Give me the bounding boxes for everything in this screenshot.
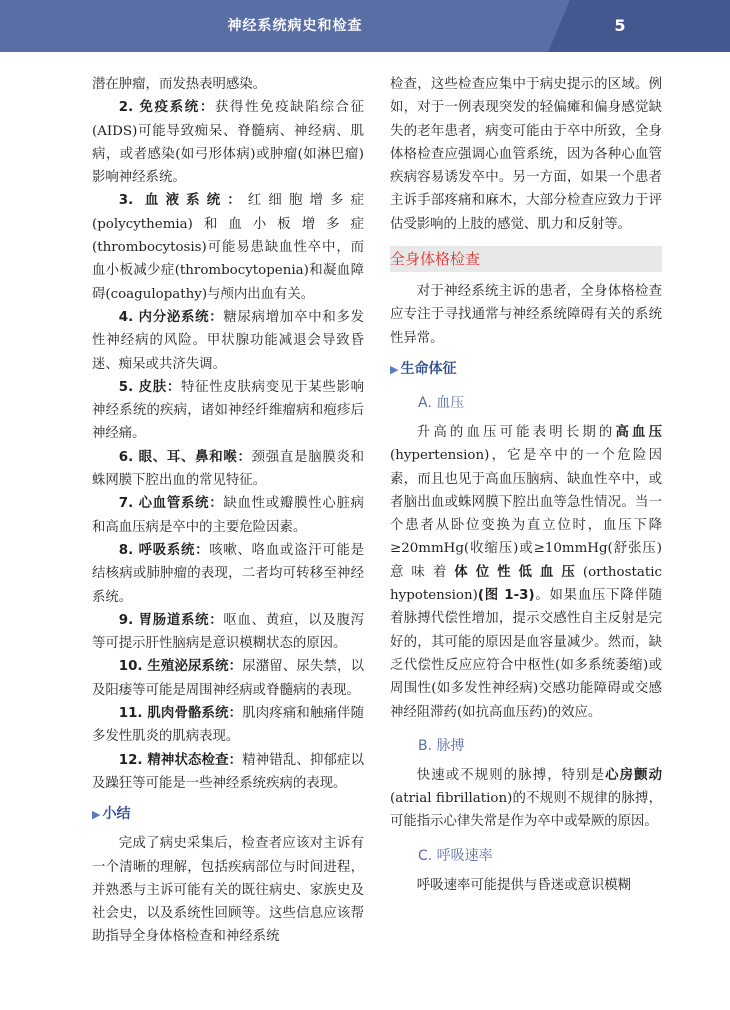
term-atrial-fibrillation: 心房颤动 xyxy=(605,767,663,783)
system-label: 8. 呼吸系统： xyxy=(118,542,210,558)
summary-heading xyxy=(92,803,364,826)
section-heading: 全身体格检查 xyxy=(390,246,662,272)
text-run: (orthostatic hypotension) xyxy=(390,564,662,604)
pulse-paragraph xyxy=(390,764,662,834)
blood-pressure-paragraph xyxy=(390,421,662,724)
system-text: 颈强直是脑膜炎和蛛网膜下腔出血的常见特征。 xyxy=(92,449,364,489)
system-review-item xyxy=(92,306,364,376)
section-intro: 对于神经系统主诉的患者，全身体格检查应专注于寻找通常与神经系统障碍有关的系统性异常。 xyxy=(390,284,662,346)
system-text: 精神错乱、抑郁症以及躁狂等可能是一些神经系统疾病的表现。 xyxy=(92,752,364,791)
figure-reference: (图 1-3) xyxy=(477,588,535,604)
system-review-item xyxy=(92,96,364,189)
paragraph: 潜在肿瘤，而发热表明感染。 xyxy=(92,77,267,92)
page-header xyxy=(0,0,730,52)
blood-pressure-heading: A. 血压 xyxy=(418,394,465,411)
system-label: 5. 皮肤： xyxy=(118,379,182,395)
running-title: 神经系统病史和检查 xyxy=(227,18,363,34)
system-review-item xyxy=(92,376,364,446)
term-hypertension: 高血压 xyxy=(615,424,663,440)
text-run: (hypertension)，它是卒中的一个危险因素，而且也见于高血压脑病、缺血性卒中，或者脑出血或蛛网膜下腔出血等急性情况。当一个患者从卧位变换为直立位时，血压下降≥20mmHg(收缩压)或≥10mmHg(舒张压)意味着 xyxy=(390,448,662,580)
triangle-bullet-icon: ▶ xyxy=(92,808,101,822)
system-review-item xyxy=(92,189,364,305)
system-text: 咳嗽、咯血或盗汗可能是结核病或肺肿瘤的表现，二者均可转移至神经系统。 xyxy=(92,542,364,605)
system-label: 11. 肌肉骨骼系统： xyxy=(118,706,243,722)
system-review-item xyxy=(92,609,364,656)
system-text: 尿潴留、尿失禁，以及阳痿等可能是周围神经病或脊髓病的表现。 xyxy=(92,659,364,698)
system-review-item xyxy=(92,702,364,749)
right-column xyxy=(390,73,662,897)
system-text: 获得性免疫缺陷综合征(AIDS)可能导致痴呆、脊髓病、神经病、肌病，或者感染(如弓形体病)或肿瘤(如淋巴瘤)影响神经系统。 xyxy=(92,100,364,186)
system-label: 9. 胃肠道系统： xyxy=(118,612,224,628)
summary-heading-label: 小结 xyxy=(102,806,131,823)
system-label: 2. 免疫系统： xyxy=(118,100,215,116)
system-label: 6. 眼、耳、鼻和喉： xyxy=(118,449,252,465)
vital-signs-heading-label: 生命体征 xyxy=(400,360,457,377)
summary-paragraph: 完成了病史采集后，检查者应该对主诉有一个清晰的理解，包括疾病部位与时间进程，并熟悉与主诉可能有关的既往病史、家族史及社会史，以及系统性回顾等。这些信息应该帮助指导全身体格检查和神经系统 xyxy=(92,836,364,945)
system-text: 缺血性或瓣膜性心脏病和高血压病是卒中的主要危险因素。 xyxy=(92,496,364,535)
system-review-item xyxy=(92,655,364,702)
left-column xyxy=(92,73,364,949)
respiratory-rate-paragraph: 呼吸速率可能提供与昏迷或意识模糊 xyxy=(416,877,632,893)
system-review-item xyxy=(92,492,364,539)
system-text: 糖尿病增加卒中和多发性神经病的风险。甲状腺功能减退会导致昏迷、痴呆或共济失调。 xyxy=(92,309,364,372)
system-review-item xyxy=(92,446,364,493)
page-number: 5 xyxy=(614,16,626,35)
pulse-heading: B. 脉搏 xyxy=(418,737,465,754)
respiratory-rate-heading: C. 呼吸速率 xyxy=(418,847,493,864)
paragraph: 检查，这些检查应集中于病史提示的区域。例如，对于一例表现突发的轻偏瘫和偏身感觉缺失的老年患者，病变可能由于卒中所致，全身体格检查应强调心血管系统，因为各种心血管疾病容易诱发卒中。另一方面，如果一个患者主诉手部疼痛和麻木，大部分检查应致力于评估受影响的上肢的感觉、肌力和反射等。 xyxy=(390,77,662,232)
triangle-bullet-icon: ▶ xyxy=(390,362,399,376)
system-text: 特征性皮肤病变见于某些影响神经系统的疾病，诸如神经纤维瘤病和疱疹后神经痛。 xyxy=(92,379,364,442)
term-orthostatic-hypotension: 体位性低血压 xyxy=(454,564,583,580)
system-text: 红细胞增多症(polycythemia)和血小板增多症(thrombocytosis)可能易患缺血性卒中，而血小板减少症(thrombocytopenia)和凝血障碍(coagulopathy)与颅内出血有关。 xyxy=(92,193,365,302)
system-review-item xyxy=(92,749,364,796)
vital-signs-heading xyxy=(390,358,662,381)
system-label: 4. 内分泌系统： xyxy=(118,309,224,325)
system-review-list xyxy=(92,96,364,795)
system-label: 10. 生殖泌尿系统： xyxy=(118,659,243,675)
system-label: 7. 心血管系统： xyxy=(118,496,224,512)
text-run: 。如果血压下降伴随着脉搏代偿性增加，提示交感性自主反射是完好的，其可能的原因是血容量减少。然而，缺乏代偿性反应应符合中枢性(如多系统萎缩)或周围性(如多发性神经病)交感功能障碍或交感神经阻滞药(如抗高血压药)的效应。 xyxy=(390,588,663,720)
system-text: 呕血、黄疸，以及腹泻等可提示肝性脑病是意识模糊状态的原因。 xyxy=(92,612,364,652)
text-run: 升高的血压可能表明长期的 xyxy=(416,424,616,440)
system-label: 12. 精神状态检查： xyxy=(118,752,243,768)
system-review-item xyxy=(92,539,364,609)
text-run: (atrial fibrillation)的不规则不规律的脉搏，可能指示心律失常是作为卒中或晕厥的原因。 xyxy=(390,791,662,830)
text-run: 快速或不规则的脉搏，特别是 xyxy=(416,767,606,783)
system-label: 3. 血液系统： xyxy=(118,193,248,209)
system-text: 肌肉疼痛和触痛伴随多发性肌炎的肌病表现。 xyxy=(92,706,364,745)
